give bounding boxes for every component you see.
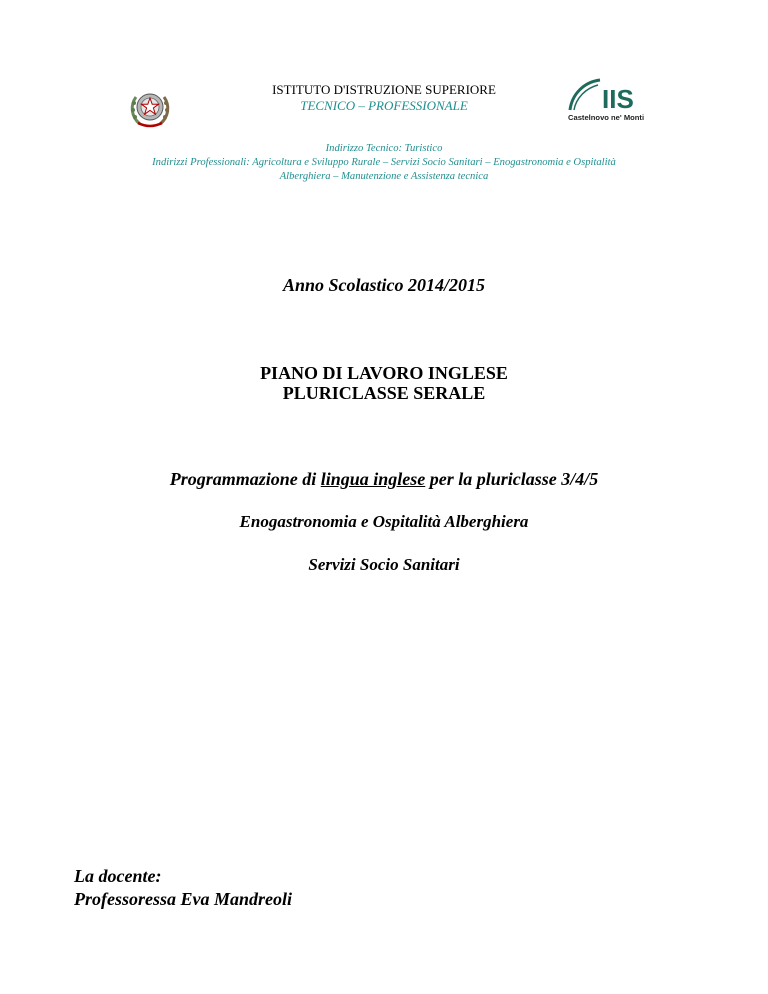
school-year: Anno Scolastico 2014/2015 [282,275,486,295]
teacher-name: Professoressa Eva Mandreoli [74,889,293,909]
iis-logo-icon [566,76,650,122]
program-heading [0,469,768,490]
teacher-label: La docente: [74,866,162,886]
institute-name: ISTITUTO D'ISTRUZIONE SUPERIORE [272,82,496,97]
address-line-2: Indirizzi Professionali: Agricoltura e Sviluppo Rurale – Servizi Socio Sanitari – Enogastronomia e Ospitalità [152,157,616,168]
address-line-1: Indirizzo Tecnico: Turistico [325,143,443,154]
track-socio-sanitari: Servizi Socio Sanitari [308,555,460,574]
program-suffix: per la pluriclasse 3/4/5 [425,469,599,489]
letterhead [0,0,768,200]
institute-type: TECNICO – PROFESSIONALE [300,98,468,113]
document-title-line-2: PLURICLASSE SERALE [282,383,486,403]
program-subject: lingua inglese [320,469,426,489]
document-title-line-1: PIANO DI LAVORO INGLESE [260,363,508,383]
track-enogastronomia: Enogastronomia e Ospitalità Alberghiera [239,512,529,531]
logo-text-sub: Castelnovo ne' Monti [568,113,645,122]
program-prefix: Programmazione di [169,469,321,489]
address-line-3: Alberghiera – Manutenzione e Assistenza tecnica [279,171,489,182]
logo-text-main: IIS [602,84,634,114]
